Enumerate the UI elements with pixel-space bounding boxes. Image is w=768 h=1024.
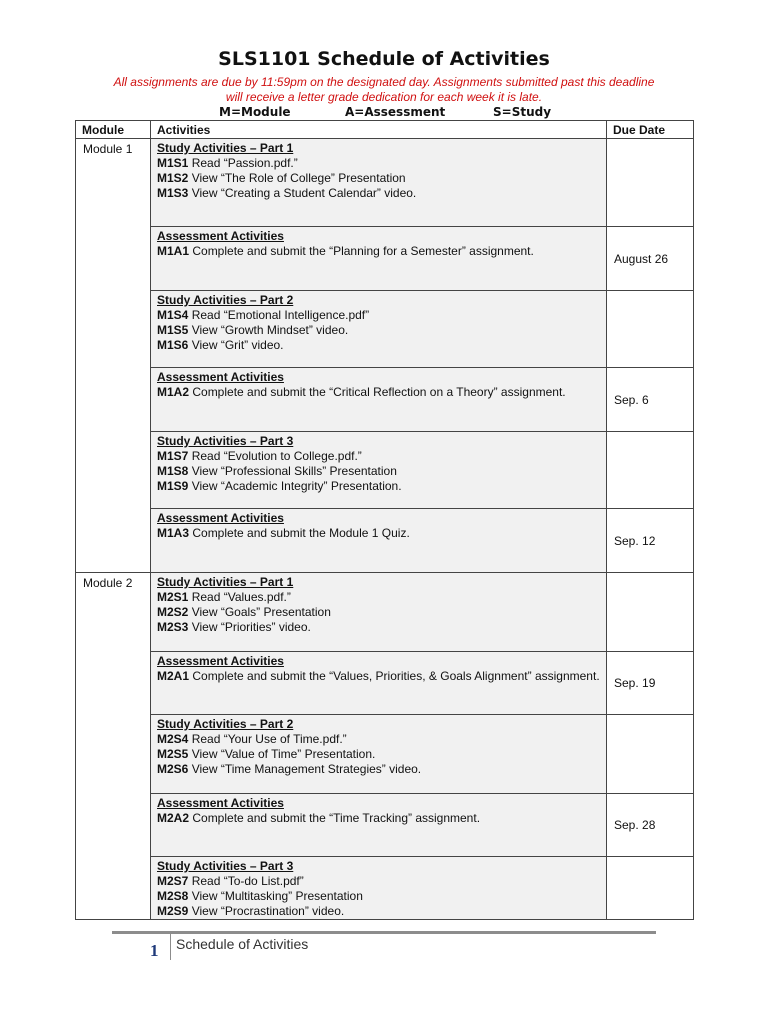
activity-code: M2A1 xyxy=(157,669,190,683)
schedule-row xyxy=(76,509,694,573)
activity-code: M1S4 xyxy=(157,308,189,322)
activity-item xyxy=(157,449,600,464)
schedule-row xyxy=(76,652,694,715)
due-date-cell: Sep. 6 xyxy=(607,368,694,432)
activity-text: View “Academic Integrity” Presentation. xyxy=(188,479,402,493)
module-cell: Module 1 xyxy=(76,139,151,573)
schedule-row xyxy=(76,715,694,794)
activity-heading: Study Activities – Part 1 xyxy=(157,141,294,155)
activity-text: View “The Role of College” Presentation xyxy=(188,171,406,185)
activity-heading: Assessment Activities xyxy=(157,511,284,525)
schedule-row xyxy=(76,227,694,291)
activity-item xyxy=(157,385,600,400)
activity-code: M2S5 xyxy=(157,747,189,761)
activity-text: Read “Your Use of Time.pdf.” xyxy=(188,732,347,746)
due-date-cell xyxy=(607,139,694,227)
page-number: 1 xyxy=(150,941,159,960)
activity-code: M1S3 xyxy=(157,186,189,200)
activity-item xyxy=(157,479,600,494)
activity-code: M1A1 xyxy=(157,244,190,258)
legend-assessment: A=Assessment xyxy=(345,105,446,119)
activity-code: M2S1 xyxy=(157,590,189,604)
activity-item xyxy=(157,323,600,338)
activity-text: Complete and submit the “Values, Priorities, & Goals Alignment” assignment. xyxy=(189,669,600,683)
activity-item xyxy=(157,308,600,323)
activity-code: M1S5 xyxy=(157,323,189,337)
activity-code: M2S6 xyxy=(157,762,189,776)
footer-rule xyxy=(112,931,656,934)
schedule-row xyxy=(76,573,694,652)
activities-cell xyxy=(151,509,607,573)
activity-item xyxy=(157,669,600,684)
activity-text: View “Grit” video. xyxy=(188,338,284,352)
activity-text: View “Procrastination” video. xyxy=(188,904,345,918)
activity-code: M1S9 xyxy=(157,479,189,493)
activities-cell xyxy=(151,139,607,227)
activities-cell xyxy=(151,227,607,291)
activity-item xyxy=(157,526,600,541)
activities-cell xyxy=(151,857,607,920)
activity-code: M1S2 xyxy=(157,171,189,185)
activity-text: View “Creating a Student Calendar” video. xyxy=(188,186,417,200)
activity-item xyxy=(157,889,600,904)
schedule-row xyxy=(76,857,694,920)
activity-text: Complete and submit the “Critical Reflection on a Theory” assignment. xyxy=(189,385,566,399)
due-date-cell: Sep. 28 xyxy=(607,794,694,857)
due-date-cell: August 26 xyxy=(607,227,694,291)
due-date-cell xyxy=(607,432,694,509)
activity-code: M2S3 xyxy=(157,620,189,634)
activity-heading: Assessment Activities xyxy=(157,370,284,384)
activity-item xyxy=(157,338,600,353)
activity-code: M2S9 xyxy=(157,904,189,918)
footer-separator xyxy=(170,934,171,960)
activity-text: View “Time Management Strategies” video. xyxy=(188,762,422,776)
activity-text: Read “Values.pdf.” xyxy=(188,590,291,604)
activity-code: M2A2 xyxy=(157,811,190,825)
deadline-notice: All assignments are due by 11:59pm on the designated day. Assignments submitted past this deadline will receive a letter grade dedication for each week it is late. xyxy=(113,75,655,104)
activity-text: Read “Passion.pdf.” xyxy=(188,156,298,170)
schedule-row xyxy=(76,291,694,368)
footer-title: Schedule of Activities xyxy=(176,936,309,952)
activity-code: M1A3 xyxy=(157,526,190,540)
activity-code: M2S7 xyxy=(157,874,189,888)
activity-code: M1S6 xyxy=(157,338,189,352)
activity-heading: Study Activities – Part 2 xyxy=(157,293,294,307)
activity-code: M1S8 xyxy=(157,464,189,478)
activity-item xyxy=(157,464,600,479)
activity-item xyxy=(157,156,600,171)
activity-text: Read “To-do List.pdf” xyxy=(188,874,304,888)
activities-cell xyxy=(151,368,607,432)
activity-item xyxy=(157,762,600,777)
schedule-table xyxy=(75,120,694,920)
activity-item xyxy=(157,244,600,259)
schedule-body xyxy=(76,139,694,920)
header-activities: Activities xyxy=(151,121,607,139)
header-module: Module xyxy=(76,121,151,139)
legend-module: M=Module xyxy=(219,105,291,119)
activities-cell xyxy=(151,291,607,368)
activity-item xyxy=(157,620,600,635)
activity-item xyxy=(157,904,600,919)
activity-text: View “Professional Skills” Presentation xyxy=(188,464,397,478)
activity-code: M2S2 xyxy=(157,605,189,619)
header-due-date: Due Date xyxy=(607,121,694,139)
activity-heading: Assessment Activities xyxy=(157,229,284,243)
activity-text: View “Multitasking” Presentation xyxy=(188,889,363,903)
activities-cell xyxy=(151,573,607,652)
activity-heading: Assessment Activities xyxy=(157,654,284,668)
due-date-cell xyxy=(607,857,694,920)
activity-item xyxy=(157,874,600,889)
activity-text: View “Goals” Presentation xyxy=(188,605,331,619)
schedule-row xyxy=(76,139,694,227)
table-header-row xyxy=(76,121,694,139)
activity-text: Complete and submit the “Time Tracking” assignment. xyxy=(189,811,481,825)
schedule-row xyxy=(76,432,694,509)
activity-item xyxy=(157,590,600,605)
activities-cell xyxy=(151,432,607,509)
due-date-cell xyxy=(607,715,694,794)
activity-text: View “Value of Time” Presentation. xyxy=(188,747,376,761)
activity-item xyxy=(157,171,600,186)
activity-code: M2S4 xyxy=(157,732,189,746)
activity-code: M2S8 xyxy=(157,889,189,903)
activity-heading: Assessment Activities xyxy=(157,796,284,810)
activity-item xyxy=(157,811,600,826)
activity-heading: Study Activities – Part 3 xyxy=(157,859,294,873)
activity-code: M1A2 xyxy=(157,385,190,399)
activity-text: View “Priorities” video. xyxy=(188,620,311,634)
activity-text: Read “Emotional Intelligence.pdf” xyxy=(188,308,370,322)
due-date-cell: Sep. 12 xyxy=(607,509,694,573)
activity-text: Read “Evolution to College.pdf.” xyxy=(188,449,362,463)
activity-item xyxy=(157,732,600,747)
activity-heading: Study Activities – Part 2 xyxy=(157,717,294,731)
legend-study: S=Study xyxy=(493,105,552,119)
activities-cell xyxy=(151,652,607,715)
activity-item xyxy=(157,747,600,762)
schedule-row xyxy=(76,794,694,857)
activities-cell xyxy=(151,794,607,857)
due-date-cell: Sep. 19 xyxy=(607,652,694,715)
activity-text: Complete and submit the Module 1 Quiz. xyxy=(189,526,410,540)
schedule-row xyxy=(76,368,694,432)
activity-heading: Study Activities – Part 1 xyxy=(157,575,294,589)
activities-cell xyxy=(151,715,607,794)
activity-item xyxy=(157,186,600,201)
module-cell: Module 2 xyxy=(76,573,151,920)
activity-text: Complete and submit the “Planning for a Semester” assignment. xyxy=(189,244,534,258)
activity-item xyxy=(157,605,600,620)
activity-text: View “Growth Mindset” video. xyxy=(188,323,349,337)
activity-heading: Study Activities – Part 3 xyxy=(157,434,294,448)
due-date-cell xyxy=(607,291,694,368)
due-date-cell xyxy=(607,573,694,652)
document-title: SLS1101 Schedule of Activities xyxy=(218,48,550,70)
activity-code: M1S7 xyxy=(157,449,189,463)
activity-code: M1S1 xyxy=(157,156,189,170)
